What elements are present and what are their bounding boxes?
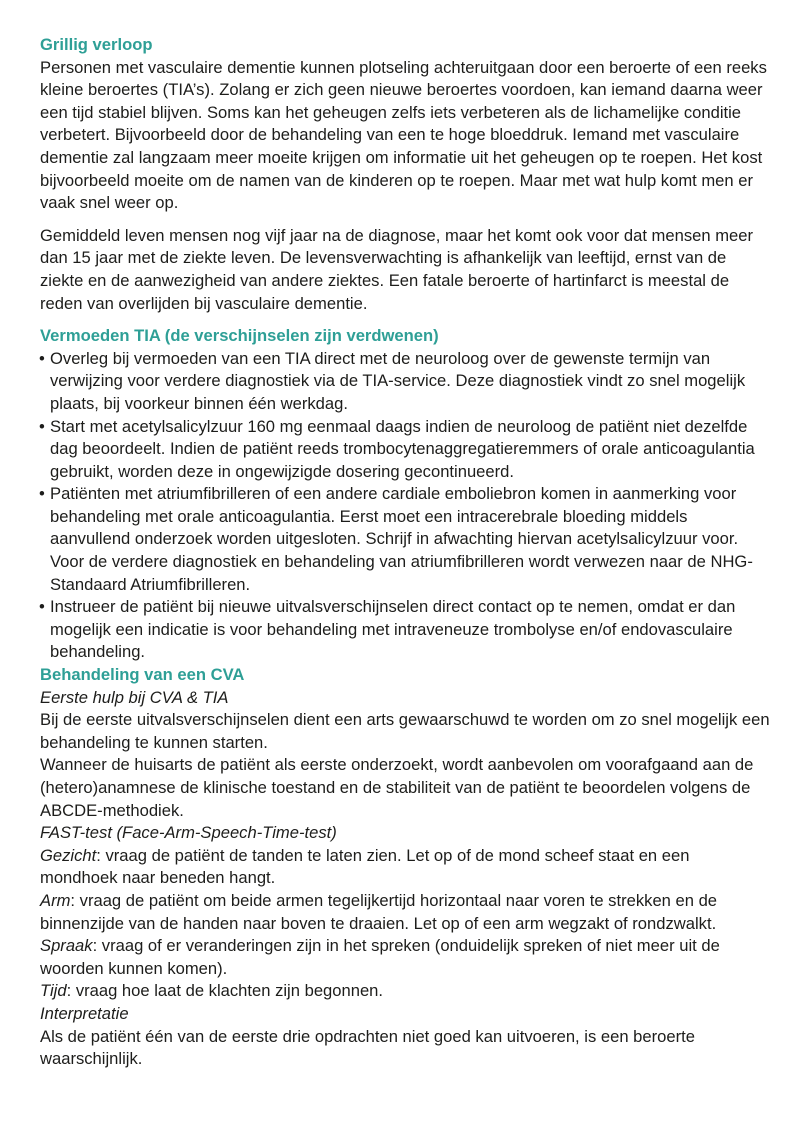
fast-term: Gezicht <box>40 845 97 865</box>
fast-item-gezicht <box>40 845 770 890</box>
paragraph-verloop: Personen met vasculaire dementie kunnen plotseling achteruitgaan door een beroerte of een reeks kleine beroertes (TIA’s). Zolang er zich geen nieuwe beroertes voordoen, kan iemand daarna weer een tijd stabiel blijven. Soms kan het geheugen zelfs iets verbeteren als de lichamelijke conditie verbetert. Bijvoorbeeld door de behandeling van een te hoge bloeddruk. Iemand met vasculaire dementie zal langzaam meer moeite krijgen om informatie uit het geheugen op te roepen. Het kost bijvoorbeeld moeite om de namen van de kinderen op te roepen. Maar met wat hulp komt men er vaak snel weer op. <box>40 57 767 213</box>
heading-grillig-verloop: Grillig verloop <box>40 35 153 54</box>
fast-item-arm <box>40 890 770 935</box>
fast-text: : vraag de patiënt de tanden te laten zien. Let op of de mond scheef staat en een mondhoek naar beneden hangt. <box>40 845 690 888</box>
list-item: • Overleg bij vermoeden van een TIA direct met de neuroloog over de gewenste termijn van verwijzing voor verdere diagnostiek via de TIA-service. Deze diagnostiek vindt zo snel mogelijk plaats, bij voorkeur binnen één werkdag. <box>40 348 770 416</box>
fast-term: Spraak <box>40 936 93 956</box>
fast-text: : vraag hoe laat de klachten zijn begonnen. <box>66 981 384 1001</box>
subheading-interpretatie: Interpretatie <box>40 1003 129 1023</box>
fast-text: : vraag de patiënt om beide armen tegelijkertijd horizontaal naar voren te strekken en de binnenzijde van de handen naar boven te draaien. Let op of een arm wegzakt of rondzwalkt. <box>40 890 718 933</box>
paragraph-interpretatie: Als de patiënt één van de eerste drie opdrachten niet goed kan uitvoeren, is een beroerte waarschijnlijk. <box>40 1026 695 1069</box>
fast-text: : vraag of er veranderingen zijn in het spreken (onduidelijk spreken of niet meer uit de woorden kunnen komen). <box>40 936 720 978</box>
subheading-fast-test: FAST-test (Face-Arm-Speech-Time-test) <box>40 823 337 843</box>
list-item: • Patiënten met atriumfibrilleren of een andere cardiale emboliebron komen in aanmerking voor behandeling met orale anticoagulantia. Eerst moet een intracerebrale bloeding middels aanvullend onderzoek worden uitgesloten. Schrijf in afwachting hiervan acetylsalicylzuur voor. Voor de verdere diagnostiek en behandeling van atriumfibrilleren wordt verwezen naar de NHG-Standaard Atriumfibrilleren. <box>40 483 770 596</box>
fast-item-tijd <box>40 980 770 1003</box>
paragraph-abcde: Wanneer de huisarts de patiënt als eerste onderzoekt, wordt aanbevolen om voorafgaand aan de (hetero)anamnese de klinische toestand en de stabiliteit van de patiënt te beoordelen volgens de ABCDE-methodiek. <box>40 755 754 820</box>
subheading-eerste-hulp: Eerste hulp bij CVA & TIA <box>40 687 229 707</box>
tia-bullet-list <box>40 348 770 664</box>
heading-behandeling-cva: Behandeling van een CVA <box>40 665 245 685</box>
paragraph-levensverwachting: Gemiddeld leven mensen nog vijf jaar na de diagnose, maar het komt ook voor dat mensen meer dan 15 jaar met de ziekte leven. De levensverwachting is afhankelijk van leeftijd, ernst van de ziekte en de aanwezigheid van andere ziektes. Een fatale beroerte of hartinfarct is meestal de reden van overlijden bij vasculaire dementie. <box>40 225 754 313</box>
list-item: • Instrueer de patiënt bij nieuwe uitvalsverschijnselen direct contact op te nemen, omdat er dan mogelijk een indicatie is voor behandeling met intraveneuze trombolyse en/of endovasculaire behandeling. <box>40 596 770 664</box>
fast-item-spraak <box>40 935 770 980</box>
fast-term: Tijd <box>40 981 67 1001</box>
heading-vermoeden-tia: Vermoeden TIA (de verschijnselen zijn verdwenen) <box>40 326 439 346</box>
paragraph-eerste-uitval: Bij de eerste uitvalsverschijnselen dient een arts gewaarschuwd te worden om zo snel mogelijk een behandeling te kunnen starten. <box>40 710 770 752</box>
list-item: • Start met acetylsalicylzuur 160 mg eenmaal daags indien de neuroloog de patiënt niet dezelfde dag beoordeelt. Indien de patiënt reeds trombocytenaggregatieremmers of orale anticoagulantia gebruikt, worden deze in ongewijzigde dosering gecontinueerd. <box>40 416 770 484</box>
fast-term: Arm <box>40 890 71 910</box>
